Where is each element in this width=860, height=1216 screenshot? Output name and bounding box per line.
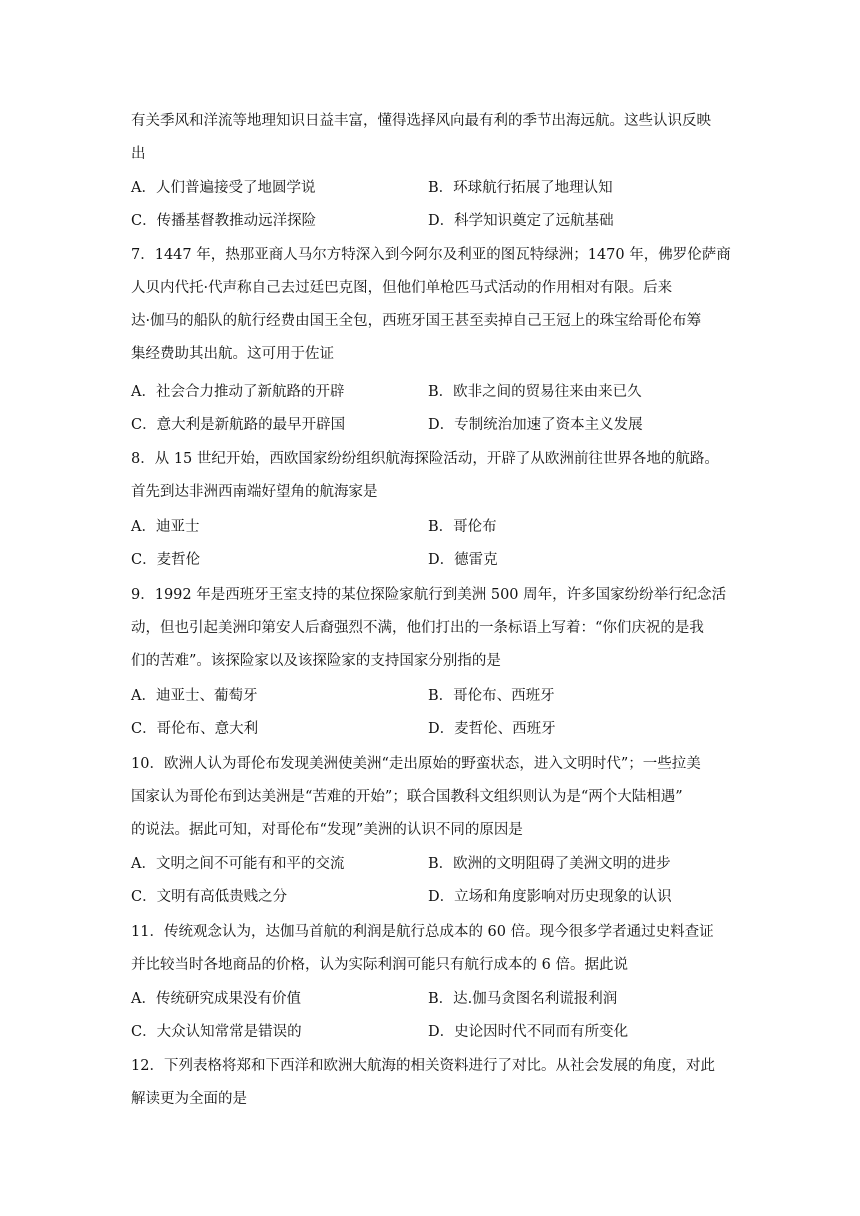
option-row [131,713,741,746]
stem-line: 们的苦难”。该探险家以及该探险家的支持国家分别指的是 [131,653,501,669]
stem-line: 首先到达非洲西南端好望角的航海家是 [131,484,378,500]
question-9-options [131,680,741,746]
option-row [131,544,741,577]
stem-line: 集经费助其出航。这可用于佐证 [131,346,334,362]
option-b[interactable]: B．哥伦布 [428,519,497,535]
stem-line: 达·伽马的船队的航行经费由国王全包，西班牙国王甚至卖掉自己王冠上的珠宝给哥伦布筹 [131,313,702,329]
stem-line: 12．下列表格将郑和下西洋和欧洲大航海的相关资料进行了对比。从社会发展的角度，对此 [131,1058,715,1074]
option-c[interactable]: C．麦哲伦 [131,552,201,568]
stem-line: 动，但也引起美洲印第安人后裔强烈不满，他们打出的一条标语上写着：“你们庆祝的是我 [131,620,704,636]
option-d[interactable]: D．专制统治加速了资本主义发展 [428,417,643,433]
question-7-options [131,376,741,442]
option-c[interactable]: C．哥伦布、意大利 [131,721,259,737]
option-a[interactable]: A．社会合力推动了新航路的开辟 [131,384,345,400]
stem-line: 9．1992 年是西班牙王室支持的某位探险家航行到美洲 500 周年，许多国家纷纷举行纪念活 [131,587,727,603]
question-7-stem [131,239,741,371]
option-a[interactable]: A．迪亚士 [131,519,200,535]
stem-line: 11．传统观念认为，达伽马首航的利润是航行总成本的 60 倍。现今很多学者通过史料查证 [131,924,714,940]
question-10-options [131,848,741,914]
stem-line: 10．欧洲人认为哥伦布发现美洲使美洲“走出原始的野蛮状态，进入文明时代”；一些拉美 [131,756,701,772]
option-row [131,881,741,914]
option-row [131,680,741,713]
question-9-stem [131,579,741,678]
option-c[interactable]: C．文明有高低贵贱之分 [131,889,288,905]
option-row [131,1016,741,1049]
stem-line: 出 [131,146,146,162]
question-8-options [131,511,741,577]
option-b[interactable]: B．欧非之间的贸易往来由来已久 [428,384,642,400]
question-12-stem [131,1050,741,1116]
option-d[interactable]: D．史论因时代不同而有所变化 [428,1024,629,1040]
option-c[interactable]: C．意大利是新航路的最早开辟国 [131,417,346,433]
question-8-stem [131,443,741,509]
option-row [131,205,741,238]
option-a[interactable]: A．传统研究成果没有价值 [131,991,301,1007]
stem-line: 解读更为全面的是 [131,1091,247,1107]
option-row [131,376,741,409]
option-row [131,172,741,205]
stem-line: 人贝内代托·代声称自己去过廷巴克图，但他们单枪匹马式活动的作用相对有限。后来 [131,280,673,296]
option-b[interactable]: B．哥伦布、西班牙 [428,688,555,704]
stem-line: 有关季风和洋流等地理知识日益丰富，懂得选择风向最有利的季节出海远航。这些认识反映 [131,113,711,129]
option-d[interactable]: D．科学知识奠定了远航基础 [428,213,614,229]
stem-line: 7．1447 年，热那亚商人马尔方特深入到今阿尔及利亚的图瓦特绿洲；1470 年，佛罗伦萨商 [131,247,731,263]
stem-line: 并比较当时各地商品的价格，认为实际利润可能只有航行成本的 6 倍。据此说 [131,957,628,973]
option-a[interactable]: A．迪亚士、葡萄牙 [131,688,258,704]
option-c[interactable]: C．传播基督教推动远洋探险 [131,213,317,229]
stem-line: 国家认为哥伦布到达美洲是“苦难的开始”；联合国教科文组织则认为是“两个大陆相遇” [131,789,683,805]
question-6-stem [131,105,741,171]
question-11-stem [131,916,741,982]
option-d[interactable]: D．德雷克 [428,552,498,568]
option-a[interactable]: A．人们普遍接受了地圆学说 [131,180,316,196]
option-row [131,511,741,544]
option-d[interactable]: D．麦哲伦、西班牙 [428,721,556,737]
option-row [131,848,741,881]
option-b[interactable]: B．环球航行拓展了地理认知 [428,180,613,196]
option-row [131,409,741,442]
option-b[interactable]: B．欧洲的文明阻碍了美洲文明的进步 [428,856,671,872]
question-11-options [131,983,741,1049]
option-row [131,983,741,1016]
stem-line: 8．从 15 世纪开始，西欧国家纷纷组织航海探险活动，开辟了从欧洲前往世界各地的航路。 [131,451,719,467]
option-a[interactable]: A．文明之间不可能有和平的交流 [131,856,345,872]
stem-line: 的说法。据此可知，对哥伦布“发现”美洲的认识不同的原因是 [131,822,523,838]
option-c[interactable]: C．大众认知常常是错误的 [131,1024,302,1040]
question-6-options [131,172,741,238]
option-d[interactable]: D．立场和角度影响对历史现象的认识 [428,889,672,905]
option-b[interactable]: B．达.伽马贪图名利谎报利润 [428,991,618,1007]
question-10-stem [131,748,741,847]
